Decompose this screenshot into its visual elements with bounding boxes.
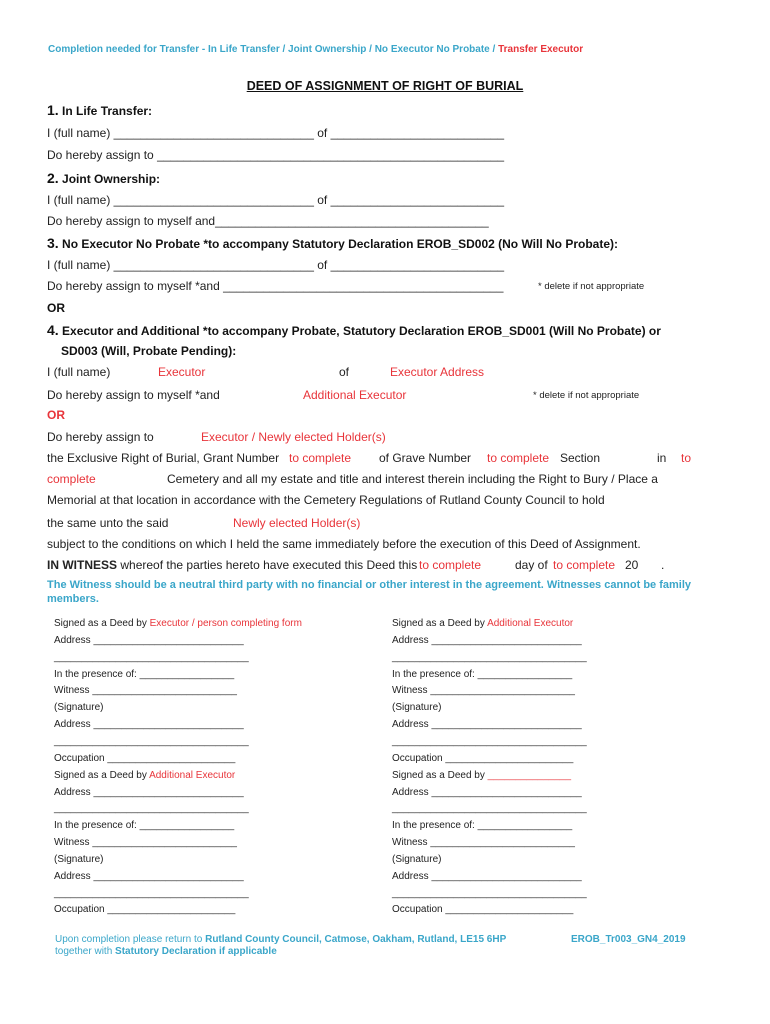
signature-row[interactable]: Address ___________________________ <box>392 719 582 730</box>
signature-row[interactable]: Address ___________________________ <box>54 871 244 882</box>
form-code: EROB_Tr003_GN4_2019 <box>571 934 686 945</box>
grave-number-field[interactable]: to complete <box>487 451 550 465</box>
section-label: Section <box>560 451 601 465</box>
witness-note: The Witness should be a neutral third party with no financial or other interest in the agreement. Witnesses cannot be family members. <box>47 579 692 605</box>
section-2-heading <box>47 170 160 186</box>
same-unto-label: the same unto the said <box>47 516 169 530</box>
signature-row[interactable]: Address ___________________________ <box>392 871 582 882</box>
signature-row[interactable]: Occupation _______________________ <box>54 904 236 915</box>
footer-declaration-bold: Statutory Declaration if applicable <box>115 946 277 957</box>
year-period: . <box>661 558 665 572</box>
signature-row[interactable]: In the presence of: _________________ <box>392 669 573 680</box>
signature-row[interactable]: Address ___________________________ <box>54 635 244 646</box>
signature-row[interactable]: Occupation _______________________ <box>392 753 574 764</box>
signature-row[interactable]: Witness __________________________ <box>54 685 237 696</box>
in-witness-bold: IN WITNESS <box>47 558 118 572</box>
section-1-number: 1. <box>47 102 59 118</box>
signature-row[interactable]: ___________________________________ <box>392 652 587 663</box>
completion-note <box>48 44 583 55</box>
footer-return-prefix: Upon completion please return to <box>55 934 206 945</box>
section-3-title: No Executor No Probate *to accompany Statutory Declaration EROB_SD002 (No Will No Probate): <box>58 237 619 251</box>
signed-as-deed-label: Signed as a Deed by <box>392 618 488 629</box>
section-3-or: OR <box>47 301 65 315</box>
year-prefix: 20 <box>625 558 639 572</box>
document-title: DEED OF ASSIGNMENT OF RIGHT OF BURIAL <box>246 79 524 93</box>
signer-role: Additional Executor <box>149 770 236 781</box>
footer-return-address: Rutland County Council, Catmose, Oakham, Rutland, LE15 6HP <box>205 934 507 945</box>
signed-as-deed-label: Signed as a Deed by <box>392 770 488 781</box>
month-field[interactable]: to complete <box>553 558 616 572</box>
section-3-delete-note: * delete if not appropriate <box>538 281 645 292</box>
signature-row[interactable]: In the presence of: _________________ <box>54 669 235 680</box>
section-4-heading <box>47 322 661 338</box>
grave-number-label: of Grave Number <box>379 451 472 465</box>
signature-row[interactable] <box>54 770 235 781</box>
exclusive-right-label: the Exclusive Right of Burial, Grant Number <box>47 451 280 465</box>
section-4-assign-label: Do hereby assign to myself *and <box>47 388 220 402</box>
signature-row[interactable]: Witness __________________________ <box>392 837 575 848</box>
signature-row[interactable]: In the presence of: _________________ <box>392 820 573 831</box>
signature-row[interactable]: ___________________________________ <box>54 736 249 747</box>
cemetery-text: Cemetery and all my estate and title and interest therein including the Right to Bury / Place a <box>167 472 658 486</box>
signature-row[interactable]: (Signature) <box>392 854 442 865</box>
signature-row[interactable]: ___________________________________ <box>392 803 587 814</box>
subject-text: subject to the conditions on which I held the same immediately before the execution of this Deed of Assignment. <box>47 537 641 551</box>
signature-row[interactable]: Witness __________________________ <box>54 837 237 848</box>
section-4-of-label: of <box>339 365 350 379</box>
signature-row[interactable]: ___________________________________ <box>54 652 249 663</box>
section-2-number: 2. <box>47 170 59 186</box>
signature-row[interactable]: (Signature) <box>54 854 104 865</box>
day-field[interactable]: to complete <box>419 558 482 572</box>
signature-row[interactable]: Address ___________________________ <box>54 787 244 798</box>
signature-row[interactable]: ___________________________________ <box>54 888 249 899</box>
section-1-assign-line[interactable]: Do hereby assign to ____________________________________________________ <box>47 148 505 162</box>
signature-row[interactable]: (Signature) <box>54 702 104 713</box>
signature-row[interactable] <box>54 618 302 629</box>
section-4-or: OR <box>47 408 65 422</box>
section-4-heading-cont: SD003 (Will, Probate Pending): <box>61 344 237 358</box>
signature-row[interactable]: In the presence of: _________________ <box>54 820 235 831</box>
cemetery-field-complete[interactable]: complete <box>47 472 96 486</box>
completion-note-text: Completion needed for Transfer - In Life Transfer / Joint Ownership / No Executor No Probate / <box>48 44 499 55</box>
in-witness-text: whereof the parties hereto have executed this Deed this <box>117 558 418 572</box>
section-1-heading <box>47 102 152 118</box>
in-label: in <box>657 451 667 465</box>
section-4-new-holders-field[interactable]: Executor / Newly elected Holder(s) <box>201 430 386 444</box>
cemetery-field-to[interactable]: to <box>681 451 692 465</box>
section-4-number: 4. <box>47 322 59 338</box>
section-4-delete-note: * delete if not appropriate <box>533 390 640 401</box>
newly-elected-field[interactable]: Newly elected Holder(s) <box>233 516 361 530</box>
section-2-title: Joint Ownership: <box>58 172 161 186</box>
section-2-name-line[interactable]: I (full name) ______________________________ of __________________________ <box>47 193 505 207</box>
in-witness-line <box>47 558 417 572</box>
signature-row[interactable]: Witness __________________________ <box>392 685 575 696</box>
signature-row[interactable] <box>392 618 573 629</box>
signer-role: Additional Executor <box>487 618 574 629</box>
signed-as-deed-label: Signed as a Deed by <box>54 618 150 629</box>
section-4-additional-executor-field[interactable]: Additional Executor <box>303 388 407 402</box>
signature-row[interactable]: Occupation _______________________ <box>392 904 574 915</box>
section-1-title: In Life Transfer: <box>58 104 153 118</box>
signature-row[interactable]: ___________________________________ <box>392 736 587 747</box>
section-4-title: Executor and Additional *to accompany Probate, Statutory Declaration EROB_SD001 (Will No Probate) or <box>58 324 661 338</box>
signature-row[interactable]: Address ___________________________ <box>392 635 582 646</box>
day-of-label: day of <box>515 558 548 572</box>
signature-row[interactable] <box>392 770 571 781</box>
section-3-heading <box>47 235 618 251</box>
section-4-executor-field[interactable]: Executor <box>158 365 206 379</box>
footer-declaration-prefix: together with <box>55 946 116 957</box>
completion-note-highlight: Transfer Executor <box>498 44 584 55</box>
section-4-assign-to-label: Do hereby assign to <box>47 430 154 444</box>
memorial-text: Memorial at that location in accordance with the Cemetery Regulations of Rutland County Council to hold <box>47 493 605 507</box>
section-4-full-name-label: I (full name) <box>47 365 111 379</box>
signature-row[interactable]: (Signature) <box>392 702 442 713</box>
section-2-assign-line[interactable]: Do hereby assign to myself and_________________________________________ <box>47 214 489 228</box>
signer-role: _______________ <box>487 770 572 781</box>
signature-row[interactable]: ___________________________________ <box>392 888 587 899</box>
signature-row[interactable]: Address ___________________________ <box>392 787 582 798</box>
grant-number-field[interactable]: to complete <box>289 451 352 465</box>
section-3-number: 3. <box>47 235 59 251</box>
signed-as-deed-label: Signed as a Deed by <box>54 770 150 781</box>
signer-role: Executor / person completing form <box>149 618 302 629</box>
signature-row[interactable]: Occupation _______________________ <box>54 753 236 764</box>
section-1-name-line[interactable]: I (full name) ______________________________ of __________________________ <box>47 126 505 140</box>
footer-declaration-line <box>55 946 277 957</box>
signature-row[interactable]: ___________________________________ <box>54 803 249 814</box>
section-3-assign-line[interactable]: Do hereby assign to myself *and __________________________________________ <box>47 279 504 293</box>
signature-row[interactable]: Address ___________________________ <box>54 719 244 730</box>
section-4-executor-address-field[interactable]: Executor Address <box>390 365 485 379</box>
footer-return-line <box>55 934 506 945</box>
section-3-name-line[interactable]: I (full name) ______________________________ of __________________________ <box>47 258 505 272</box>
